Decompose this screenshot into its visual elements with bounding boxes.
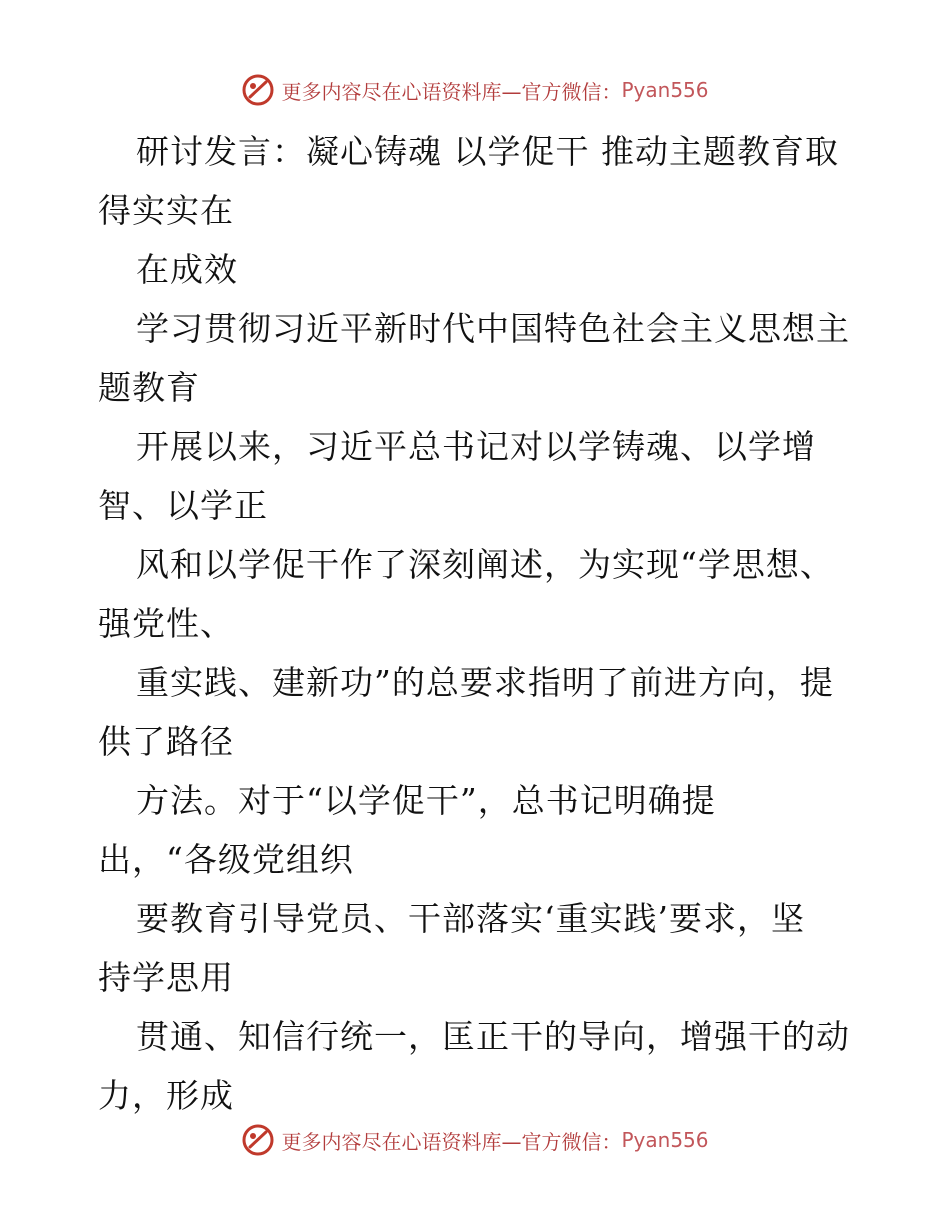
paragraph-line: 供了路径	[98, 722, 234, 761]
paragraph-line: 智、以学正	[98, 486, 268, 525]
paragraph-line: 贯通、知信行统一，匡正干的导向，增强干的动	[136, 1017, 850, 1056]
logo-icon	[241, 73, 275, 107]
paragraph-line: 力，形成	[98, 1076, 234, 1115]
paragraph-line: 持学思用	[98, 958, 234, 997]
paragraph-line: 方法。对于“以学促干”，总书记明确提	[136, 781, 716, 820]
document-body	[98, 122, 868, 1125]
paragraph	[98, 1007, 868, 1125]
paragraph	[98, 771, 868, 889]
paragraph-line: 在成效	[136, 250, 238, 289]
paragraph	[98, 299, 868, 417]
banner-text: 更多内容尽在心语资料库—官方微信：	[281, 1129, 622, 1154]
paragraph-line: 开展以来，习近平总书记对以学铸魂、以学增	[136, 427, 816, 466]
paragraph-line: 重实践、建新功”的总要求指明了前进方向，提	[136, 663, 834, 702]
paragraph-line: 学习贯彻习近平新时代中国特色社会主义思想主	[136, 309, 850, 348]
paragraph	[98, 122, 868, 240]
paragraph-line: 出，“各级党组织	[98, 840, 354, 879]
paragraph-line: 得实实在	[98, 191, 234, 230]
paragraph-line: 要教育引导党员、干部落实‘重实践’要求，坚	[136, 899, 805, 938]
banner-wechat-id: Pyan556	[621, 1128, 709, 1152]
paragraph-line: 风和以学促干作了深刻阐述，为实现“学思想、	[136, 545, 834, 584]
logo-icon	[241, 1123, 275, 1157]
paragraph	[98, 535, 868, 653]
header-watermark-banner	[0, 70, 950, 110]
banner-wechat-id: Pyan556	[621, 78, 709, 102]
paragraph	[98, 417, 868, 535]
paragraph	[98, 889, 868, 1007]
paragraph-line: 题教育	[98, 368, 200, 407]
paragraph-line: 研讨发言：凝心铸魂 以学促干 推动主题教育取	[136, 132, 839, 171]
paragraph-line: 强党性、	[98, 604, 234, 643]
paragraph	[98, 240, 868, 299]
footer-watermark-banner	[0, 1120, 950, 1160]
banner-text: 更多内容尽在心语资料库—官方微信：	[281, 79, 622, 104]
paragraph	[98, 653, 868, 771]
